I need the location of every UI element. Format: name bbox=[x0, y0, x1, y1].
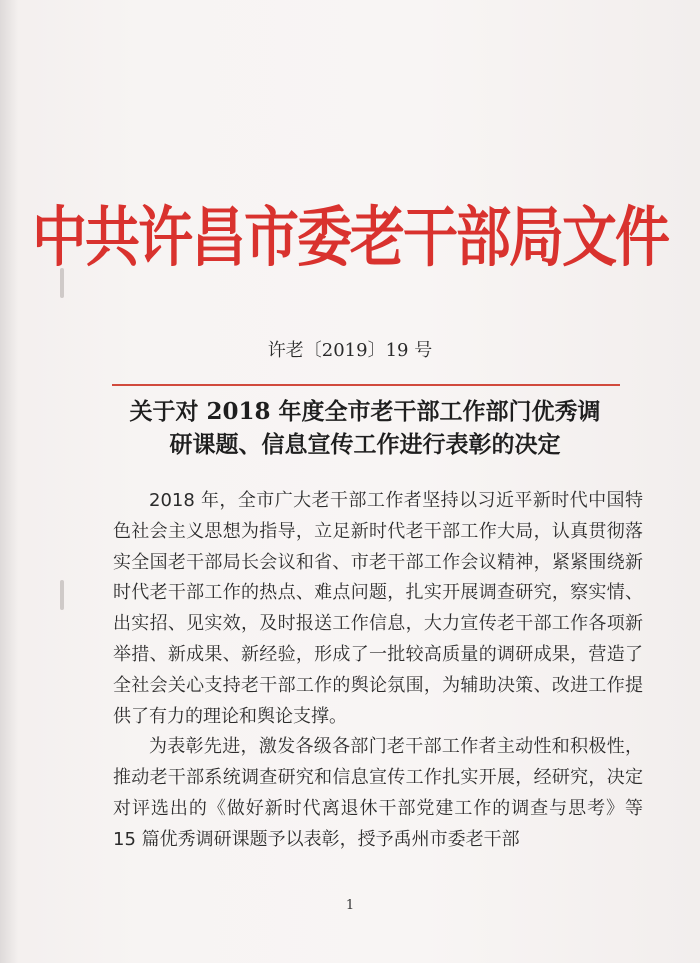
document-subject bbox=[100, 395, 630, 461]
document-body bbox=[113, 486, 643, 856]
body-paragraph-1: 2018 年，全市广大老干部工作者坚持以习近平新时代中国特色社会主义思想为指导，立足新时代老干部工作大局，认真贯彻落实全国老干部局长会议和省、市老干部工作会议精神，紧紧围绕新时代老干部工作的热点、难点问题，扎实开展调查研究，察实情、出实招、见实效，及时报送工作信息，大力宣传老干部工作各项新举措、新成果、新经验，形成了一批较高质量的调研成果，营造了全社会关心支持老干部工作的舆论氛围，为辅助决策、改进工作提供了有力的理论和舆论支撑。 bbox=[113, 490, 643, 727]
body-paragraph-2: 为表彰先进，激发各级各部门老干部工作者主动性和积极性，推动老干部系统调查研究和信息宣传工作扎实开展，经研究，决定对评选出的《做好新时代离退休干部党建工作的调查与思考》等 15 篇优秀调研课题予以表彰，授予禹州市委老干部 bbox=[113, 736, 643, 850]
subject-line-2: 研课题、信息宣传工作进行表彰的决定 bbox=[169, 431, 561, 458]
page-edge-shadow bbox=[0, 0, 18, 963]
red-header-title: 中共许昌市委老干部局文件 bbox=[31, 199, 668, 276]
page-number: 1 bbox=[345, 898, 355, 913]
document-number: 许老〔2019〕19 号 bbox=[267, 340, 433, 361]
staple-mark bbox=[60, 580, 64, 610]
subject-line-1: 关于对 2018 年度全市老干部工作部门优秀调 bbox=[129, 398, 601, 425]
red-divider-line bbox=[112, 384, 620, 386]
